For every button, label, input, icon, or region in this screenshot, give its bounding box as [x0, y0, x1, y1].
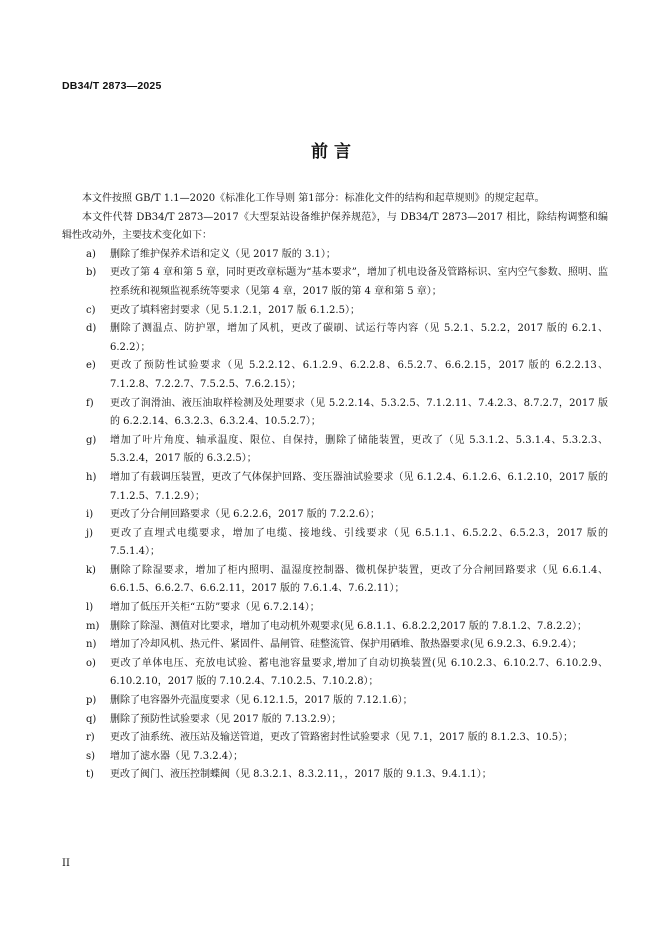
intro-paragraph-2: 本文件代替 DB34/T 2873—2017《大型泵站设备维护保养规范》，与 DB34/T 2873—2017 相比，除结构调整和编辑性改动外，主要技术变化如下： [62, 211, 608, 242]
list-item-text: 更改了直埋式电缆要求，增加了电缆、接地线、引线要求（见 6.5.1.1、6.5.2.2、6.5.2.3，2017 版的 7.5.1.4）； [110, 527, 608, 558]
list-item-marker: d) [86, 323, 97, 335]
intro-paragraph-1: 本文件按照 GB/T 1.1—2020《标准化工作导则 第1部分：标准化文件的结构和起草规则》的规定起草。 [82, 193, 545, 204]
list-item [62, 618, 608, 637]
list-item-marker: t) [86, 769, 94, 781]
list-item-text: 删除了除湿、测值对比要求，增加了电动机外观要求(见 6.8.1.1、6.8.2.2,2017 版的 7.8.1.2、7.8.2.2）； [110, 620, 588, 632]
document-code: DB34/T 2873—2025 [62, 80, 162, 92]
page-number: II [62, 858, 70, 869]
list-item-marker: n) [86, 639, 97, 651]
list-item-marker: k) [86, 564, 96, 576]
list-item-marker: p) [86, 695, 97, 707]
list-item [62, 357, 608, 394]
list-item-marker: o) [86, 657, 96, 669]
list-item [62, 655, 608, 692]
list-item [62, 525, 608, 562]
list-item-marker: c) [86, 304, 96, 316]
list-item [62, 711, 608, 730]
list-item-text: 更改了油系统、液压站及输送管道，更改了管路密封性试验要求（见 7.1，2017 版的 8.1.2.3、10.5）； [110, 732, 574, 744]
list-item [62, 766, 608, 785]
list-item-marker: q) [86, 713, 97, 725]
list-item-text: 删除了维护保养术语和定义（见 2017 版的 3.1）； [110, 248, 336, 260]
list-item [62, 729, 608, 748]
list-item [62, 506, 608, 525]
list-item-text: 更改了单体电压、充放电试验、蓄电池容量要求,增加了自动切换装置(见 6.10.2.3、6.10.2.7、6.10.2.9、6.10.2.10，2017 版的 7.10.2.4、7.10.2.5、7.10.2.8）； [110, 657, 608, 688]
list-item-marker: e) [86, 360, 96, 372]
list-item-marker: a) [86, 248, 96, 260]
list-item [62, 748, 608, 767]
list-item-text: 更改了润滑油、液压油取样检测及处理要求（见 5.2.2.14、5.3.2.5、7.1.2.11、7.4.2.3、8.7.2.7，2017 版的 6.2.2.14、6.3.2.3、6.3.2.4、10.5.2.7）； [110, 397, 608, 428]
list-item-marker: f) [86, 397, 94, 409]
list-item-text: 更改了分合闸回路要求（见 6.2.2.6，2017 版的 7.2.2.6）； [110, 509, 380, 521]
list-item-text: 增加了滤水器（见 7.3.2.4）； [110, 750, 244, 762]
list-item [62, 320, 608, 357]
list-item-marker: s) [86, 750, 96, 762]
list-item-text: 更改了预防性试验要求（见 5.2.2.12、6.1.2.9、6.2.2.8、6.5.2.7、6.6.2.15，2017 版的 6.2.2.13、7.1.2.8、7.2.2.7、7.5.2.5、7.6.2.15）； [110, 360, 608, 390]
list-item [62, 692, 608, 711]
list-item [62, 395, 608, 432]
list-item [62, 562, 608, 599]
list-item-marker: g) [86, 434, 97, 446]
change-list [62, 246, 608, 785]
list-item-text: 增加了叶片角度、轴承温度、限位、自保持，删除了储能装置，更改了（见 5.3.1.2、5.3.1.4、5.3.2.3、5.3.2.4，2017 版的 6.3.2.5）； [110, 434, 608, 465]
list-item-marker: i) [86, 509, 94, 521]
list-item-text: 增加了冷却风机、热元件、紧固件、晶闸管、硅整流管、保护用硒堆、散热器要求(见 6.9.2.3、6.9.2.4）； [110, 639, 583, 651]
list-item [62, 432, 608, 469]
list-item-marker: h) [86, 471, 97, 483]
list-item [62, 246, 608, 265]
list-item-text: 更改了填料密封要求（见 5.1.2.1，2017 版 6.1.2.5）； [110, 304, 360, 316]
list-item [62, 469, 608, 506]
list-item-text: 更改了阀门、液压控制蝶阀（见 8.3.2.1、8.3.2.11，，2017 版的 9.1.3、9.4.1.1）； [110, 769, 492, 781]
list-item [62, 302, 608, 321]
list-item [62, 599, 608, 618]
list-item [62, 636, 608, 655]
list-item-text: 删除了测温点、防护罩，增加了风机，更改了碳刷、试运行等内容（见 5.2.1、5.2.2，2017 版的 6.2.1、6.2.2）； [110, 323, 608, 353]
list-item-marker: r) [86, 732, 95, 744]
list-item-text: 删除了除湿要求，增加了柜内照明、温湿度控制器、微机保护装置，更改了分合闸回路要求（见 6.6.1.4、6.6.1.5、6.6.2.7、6.6.2.11，2017 版的 7.6.1.4、7.6.2.11）； [110, 564, 608, 595]
list-item-marker: j) [86, 527, 94, 539]
list-item-marker: l) [86, 602, 94, 614]
list-item-text: 更改了第 4 章和第 5 章，同时更改章标题为“基本要求”，增加了机电设备及管路标识、室内空气参数、照明、监控系统和视频监视系统等要求（见第 4 章，2017 版的第 4 章和第 5 章）； [110, 267, 608, 297]
list-item [62, 264, 608, 301]
list-item-text: 增加了有载调压装置，更改了气体保护回路、变压器油试验要求（见 6.1.2.4、6.1.2.6、6.1.2.10，2017 版的 7.1.2.5、7.1.2.9）； [110, 471, 608, 502]
list-item-text: 删除了预防性试验要求（见 2017 版的 7.13.2.9）； [110, 713, 342, 725]
list-item-text: 增加了低压开关柜“五防”要求（见 6.7.2.14）； [110, 602, 320, 614]
list-item-marker: m) [86, 620, 100, 632]
list-item-text: 删除了电容器外壳温度要求（见 6.12.1.5，2017 版的 7.12.1.6）； [110, 695, 413, 707]
list-item-marker: b) [86, 267, 97, 279]
document-body [62, 190, 608, 785]
section-title: 前 言 [311, 142, 351, 162]
